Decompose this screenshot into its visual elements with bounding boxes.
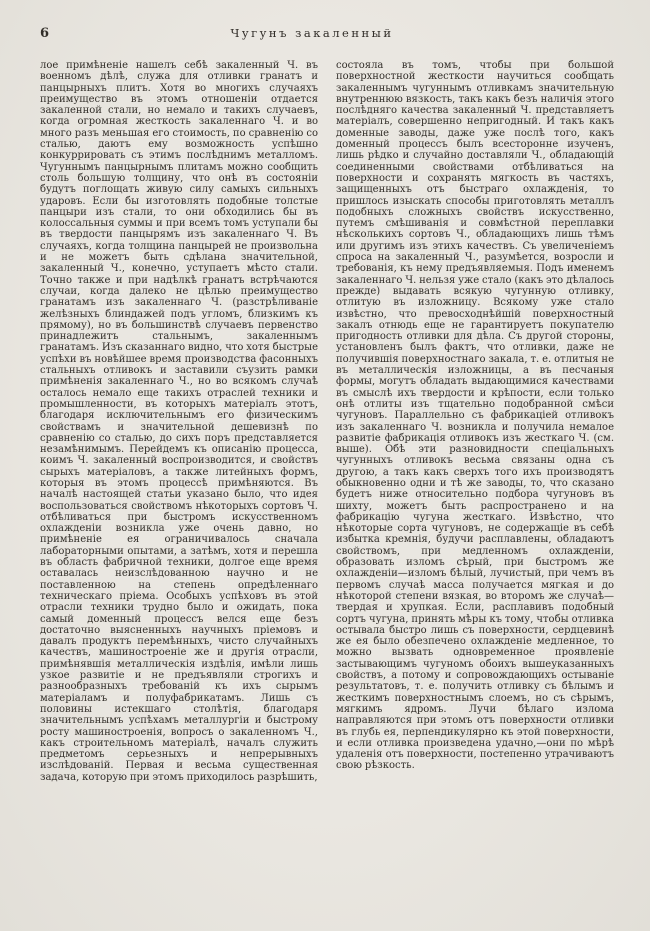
page-number: 6 <box>40 26 51 41</box>
text-columns <box>40 60 614 912</box>
left-column-text: лое примѣненіе нашелъ себѣ закаленный Ч. въ военномъ дѣлѣ, служа для отливки гранатъ и панцырныхъ плитъ. Хотя во многихъ случаяхъ преимущество въ этомъ отношеніи отдается закаленной стали, но немало и такихъ случаевъ, когда огромная жесткость закаленнаго Ч. и во много разъ меньшая его стоимость, по сравненію со сталью, даютъ ему возможность успѣшно конкуррировать съ этимъ послѣднимъ металломъ. Чугуннымъ панцырнымъ плитамъ можно сообщить столь большую толщину, что онѣ въ состояніи будутъ поглощать живую силу самыхъ сильныхъ ударовъ. Если бы изготовлять подобные толстые панцыри изъ стали, то они обходились бы въ колоссальныя суммы и при всемъ томъ уступали бы въ твердости панцырямъ изъ закаленнаго Ч. Въ случаяхъ, когда толщина панцырей не произвольна и не можетъ быть сдѣлана значительной, закаленный Ч., конечно, уступаетъ мѣсто стали. Точно также и при надѣлкѣ гранатъ встрѣчаются случаи, когда далеко не цѣлью преимущество гранатамъ изъ закаленнаго Ч. (разстрѣливаніе желѣзныхъ блиндажей подъ угломъ, близкимъ къ прямому), но въ большинствѣ случаевъ первенство принадлежитъ стальнымъ, закаленнымъ гранатамъ. Изъ сказаннаго видно, что хотя быстрые успѣхи въ новѣйшее время производства фасонныхъ стальныхъ отливокъ и заставили съузить рамки примѣненія закаленнаго Ч., но во всякомъ случаѣ осталось немало еще такихъ отраслей техники и промышленности, въ которыхъ матеріалъ этотъ, благодаря исключительнымъ его физическимъ свойствамъ и значительной дешевизнѣ по сравненію со сталью, до сихъ поръ представляется незамѣнимымъ. Перейдемъ къ описанію процесса, коимъ Ч. закаленный воспроизводится, и свойствъ сырыхъ матеріаловъ, а также литейныхъ формъ, которыя въ этомъ процессѣ примѣняются. Въ началѣ настоящей статьи указано было, что идея воспользоваться свойствомъ нѣкоторыхъ сортовъ Ч. отбѣливаться при быстромъ искусственномъ охлажденіи возникла уже очень давно, но примѣненіе ея ограничивалось сначала лабораторными опытами, а затѣмъ, хотя и перешла въ область фабричной техники, долгое еще время оставалась неизслѣдованною научно и не поставленною на степень опредѣленнаго техническаго пріема. Особыхъ успѣховъ въ этой отрасли техники трудно было и ожидать, пока самый доменный процессъ велся еще безъ достаточно выясненныхъ научныхъ пріемовъ и давалъ продуктъ перемѣнныхъ, чисто случайныхъ качествъ, машиностроеніе же и другія отрасли, примѣнявшія металлическія издѣлія, имѣли лишь узкое развитіе и не предъявляли строгихъ и разнообразныхъ требованій къ ихъ сырымъ матеріаламъ и полуфабрикатамъ. Лишь съ половины истекшаго столѣтія, благодаря значительнымъ успѣхамъ металлургіи и быстрому росту машиностроенія, вопросъ о закаленномъ Ч., какъ строительномъ матеріалѣ, началъ служить предметомъ серьезныхъ и непрерывныхъ изслѣдованій. Первая и весьма существенная задача, которую при этомъ приходилось разрѣшить, <box>40 60 318 783</box>
running-header: Чугунъ закаленный <box>230 26 394 40</box>
right-column-text: состояла въ томъ, чтобы при большой поверхностной жесткости научиться сообщать закаленнымъ чугуннымъ отливкамъ значительную внутреннюю вязкость, такъ какъ безъ наличія этого послѣдняго качества закаленный Ч. представляетъ матеріалъ, совершенно непригодный. И такъ какъ доменные заводы, даже уже послѣ того, какъ доменный процессъ былъ всесторонне изученъ, лишь рѣдко и случайно доставляли Ч., обладающій соединенными свойствами отбѣливаться на поверхности и сохранять мягкость въ частяхъ, защищенныхъ отъ быстраго охлажденія, то пришлось изыскать способы приготовлять металлъ подобныхъ сложныхъ свойствъ искусственно, путемъ смѣшиванія и совмѣстной переплавки нѣсколькихъ сортовъ Ч., обладающихъ лишь тѣмъ или другимъ изъ этихъ качествъ. Съ увеличеніемъ спроса на закаленный Ч., разумѣется, возросли и требованія, къ нему предъявляемыя. Подъ именемъ закаленнаго Ч. нельзя уже стало (какъ это дѣлалось прежде) выдавать всякую чугунную отливку, отлитую въ изложницу. Всякому уже стало извѣстно, что превосходнѣйшій поверхностный закалъ отнюдь еще не гарантируетъ покупателю пригодность отливки для дѣла. Съ другой стороны, установленъ былъ фактъ, что отливки, даже не получившія поверхностнаго закала, т. е. отлитыя не въ металлическія изложницы, а въ песчаныя формы, могутъ обладать выдающимися качествами въ смыслѣ ихъ твердости и крѣпости, если только онѣ отлиты изъ тщательно подобранной смѣси чугуновъ. Параллельно съ фабрикаціей отливокъ изъ закаленнаго Ч. возникла и получила немалое развитіе фабрикація отливокъ изъ жесткаго Ч. (см. выше). Обѣ эти разновидности спеціальныхъ чугунныхъ отливокъ весьма связаны одна съ другою, а такъ какъ сверхъ того ихъ производятъ обыкновенно одни и тѣ же заводы, то, что сказано будетъ ниже относительно подбора чугуновъ въ шихту, можетъ быть распространено и на фабрикацію чугуна жесткаго. Извѣстно, что нѣкоторые сорта чугуновъ, не содержащіе въ себѣ избытка кремнія, будучи расплавлены, обладаютъ свойствомъ, при медленномъ охлажденіи, образовать изломъ сѣрый, при быстромъ же охлажденіи—изломъ бѣлый, лучистый, при чемъ въ первомъ случаѣ масса получается мягкая и до нѣкоторой степени вязкая, во второмъ же случаѣ—твердая и хрупкая. Если, расплавивъ подобный сортъ чугуна, принять мѣры къ тому, чтобы отливка остывала быстро лишь съ поверхности, сердцевинѣ же ея было обезпечено охлажденіе медленное, то можно вызвать одновременное проявленіе застывающимъ чугуномъ обоихъ вышеуказанныхъ свойствъ, а потому и сопровождающихъ остываніе результатовъ, т. е. получить отливку съ бѣлымъ и жесткимъ поверхностнымъ слоемъ, но съ сѣрымъ, мягкимъ ядромъ. Лучи бѣлаго излома направляются при этомъ отъ поверхности отливки въ глубь ея, перпендикулярно къ этой поверхности, и если отливка произведена удачно,—они по мѣрѣ удаленія отъ поверхности, постепенно утрачиваютъ свою рѣзкость. <box>336 60 614 772</box>
page-header <box>40 26 614 50</box>
